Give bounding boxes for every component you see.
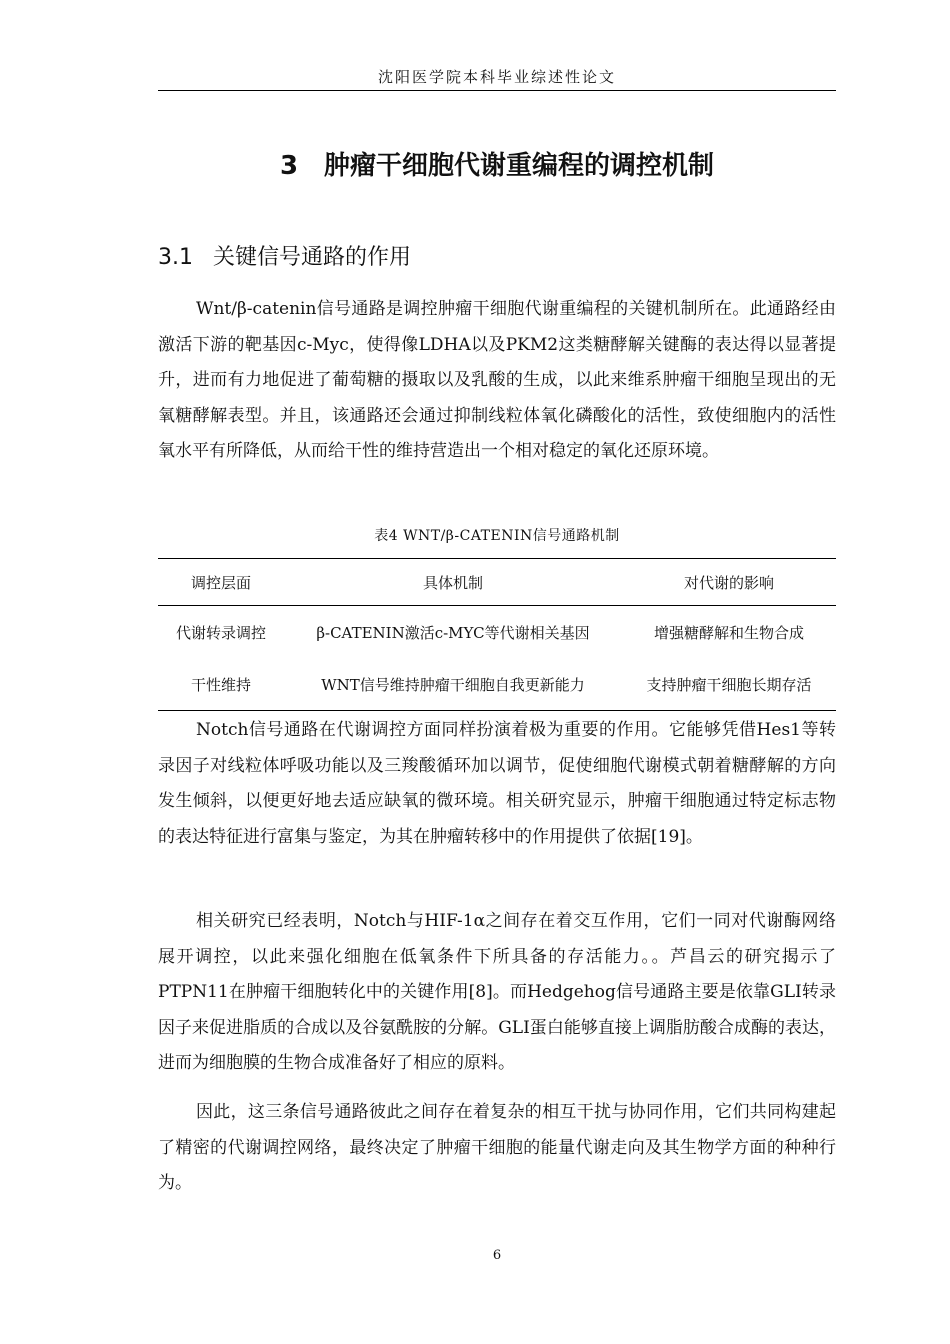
table-cell: WNT信号维持肿瘤干细胞自我更新能力 [321, 675, 585, 694]
page-number: 6 [492, 1248, 502, 1263]
running-header: 沈阳医学院本科毕业综述性论文 [377, 68, 616, 86]
body-paragraph: Notch信号通路在代谢调控方面同样扮演着极为重要的作用。它能够凭借Hes1等转录因子对线粒体呼吸功能以及三羧酸循环加以调节，促使细胞代谢模式朝着糖酵解的方向发生倾斜，以便更好地去适应缺氧的微环境。相关研究显示，肿瘤干细胞通过特定标志物的表达特征进行富集与鉴定，为其在肿瘤转移中的作用提供了依据[19]。 [158, 720, 836, 847]
table-cell: 代谢转录调控 [175, 623, 266, 642]
table-cell: 支持肿瘤干细胞长期存活 [646, 675, 812, 694]
section-title-text: 关键信号通路的作用 [213, 245, 412, 270]
body-paragraph: Wnt/β-catenin信号通路是调控肿瘤干细胞代谢重编程的关键机制所在。此通路经由激活下游的靶基因c-Myc，使得像LDHA以及PKM2这类糖酵解关键酶的表达得以显著提升，进而有力地促进了葡萄糖的摄取以及乳酸的生成，以此来维系肿瘤干细胞呈现出的无氧糖酵解表型。并且，该通路还会通过抑制线粒体氧化磷酸化的活性，致使细胞内的活性氧水平有所降低，从而给干性的维持营造出一个相对稳定的氧化还原环境。 [158, 299, 836, 461]
body-paragraph: 相关研究已经表明，Notch与HIF-1α之间存在着交互作用，它们一同对代谢酶网络展开调控，以此来强化细胞在低氧条件下所具备的存活能力。。芦昌云的研究揭示了PTPN11在肿瘤干细胞转化中的关键作用[8]。而Hedgehog信号通路主要是依靠GLI转录因子来促进脂质的合成以及谷氨酰胺的分解。GLI蛋白能够直接上调脂肪酸合成酶的表达，进而为细胞膜的生物合成准备好了相应的原料。 [158, 911, 836, 1073]
header-rule [158, 90, 836, 91]
table-header-cell: 调控层面 [190, 573, 251, 592]
table-cell: 增强糖酵解和生物合成 [653, 623, 804, 642]
table-caption: 表4 WNT/β-CATENIN信号通路机制 [374, 528, 620, 544]
chapter-title-text: 肿瘤干细胞代谢重编程的调控机制 [324, 151, 715, 181]
chapter-number: 3 [279, 151, 299, 181]
table-row [158, 606, 836, 659]
table-row [158, 658, 836, 711]
section-number: 3.1 [158, 245, 193, 270]
chapter-title [158, 146, 836, 186]
section-title [158, 240, 411, 276]
table-header-row [158, 559, 836, 606]
table-header-cell: 具体机制 [422, 573, 483, 592]
table-header-cell: 对代谢的影响 [683, 573, 774, 592]
mechanism-table [158, 558, 836, 711]
body-paragraph: 因此，这三条信号通路彼此之间存在着复杂的相互干扰与协同作用，它们共同构建起了精密的代谢调控网络，最终决定了肿瘤干细胞的能量代谢走向及其生物学方面的种种行为。 [158, 1102, 836, 1193]
table-cell: 干性维持 [190, 675, 251, 694]
table-cell: β-CATENIN激活c-MYC等代谢相关基因 [316, 623, 590, 642]
